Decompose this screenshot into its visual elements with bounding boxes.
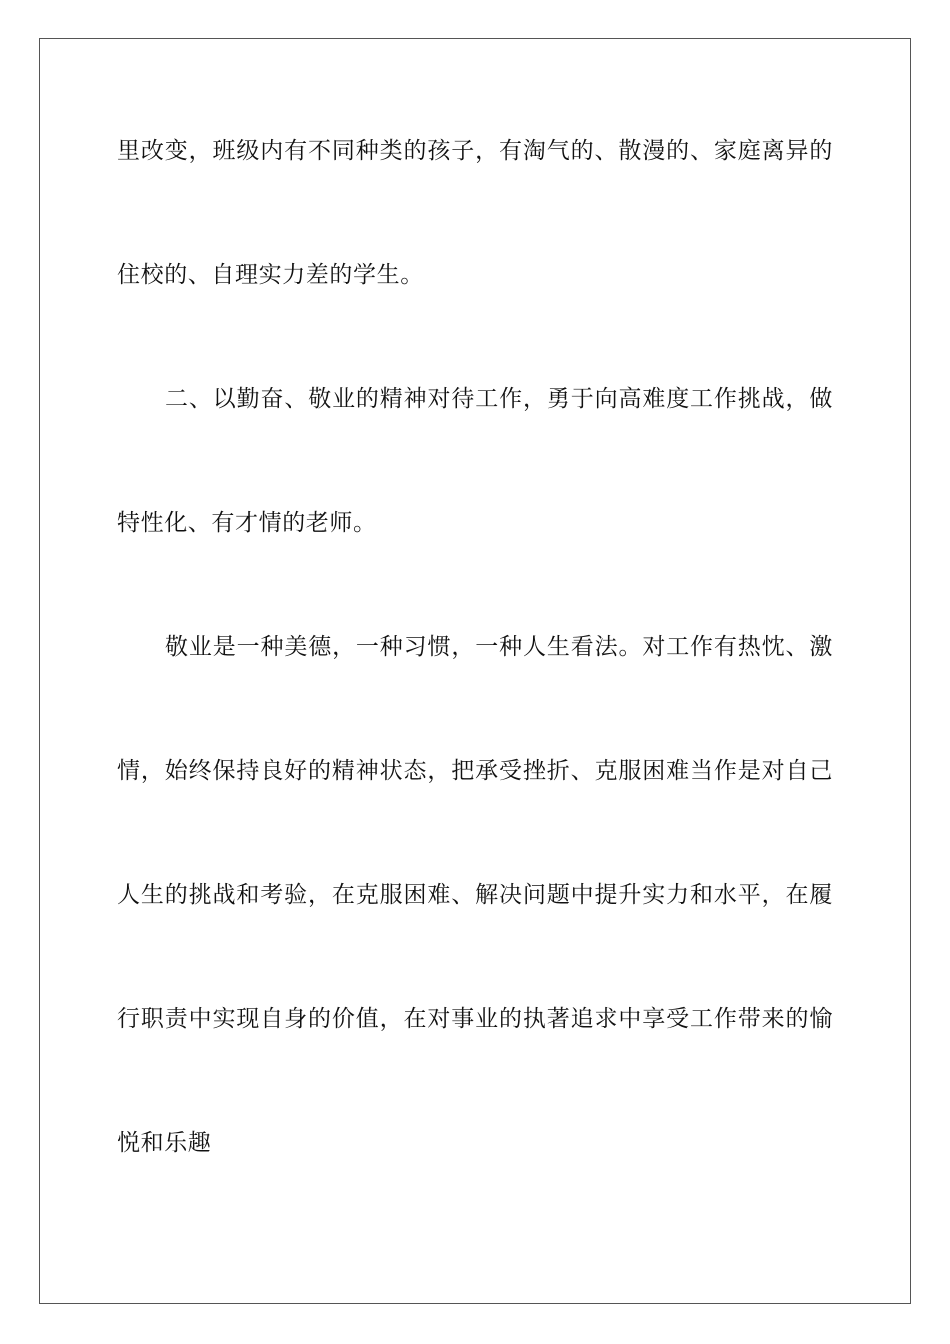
- section-heading-line-2: 特性化、有才情的老师。: [117, 510, 377, 536]
- body-text-line-2: 住校的、自理实力差的学生。: [117, 262, 424, 288]
- paragraph-line-1: 敬业是一种美德，一种习惯，一种人生看法。对工作有热忱、激: [165, 634, 833, 660]
- body-text-line-1: 里改变，班级内有不同种类的孩子，有淘气的、散漫的、家庭离异的: [117, 138, 833, 164]
- paragraph-line-4: 行职责中实现自身的价值，在对事业的执著追求中享受工作带来的愉: [117, 1006, 833, 1032]
- paragraph-line-3: 人生的挑战和考验，在克服困难、解决问题中提升实力和水平，在履: [117, 882, 833, 908]
- paragraph-line-5: 悦和乐趣: [117, 1130, 212, 1156]
- paragraph-line-2: 情，始终保持良好的精神状态，把承受挫折、克服困难当作是对自己: [117, 758, 833, 784]
- section-heading-line-1: 二、以勤奋、敬业的精神对待工作，勇于向高难度工作挑战，做: [165, 386, 833, 412]
- page-border: [39, 38, 911, 1304]
